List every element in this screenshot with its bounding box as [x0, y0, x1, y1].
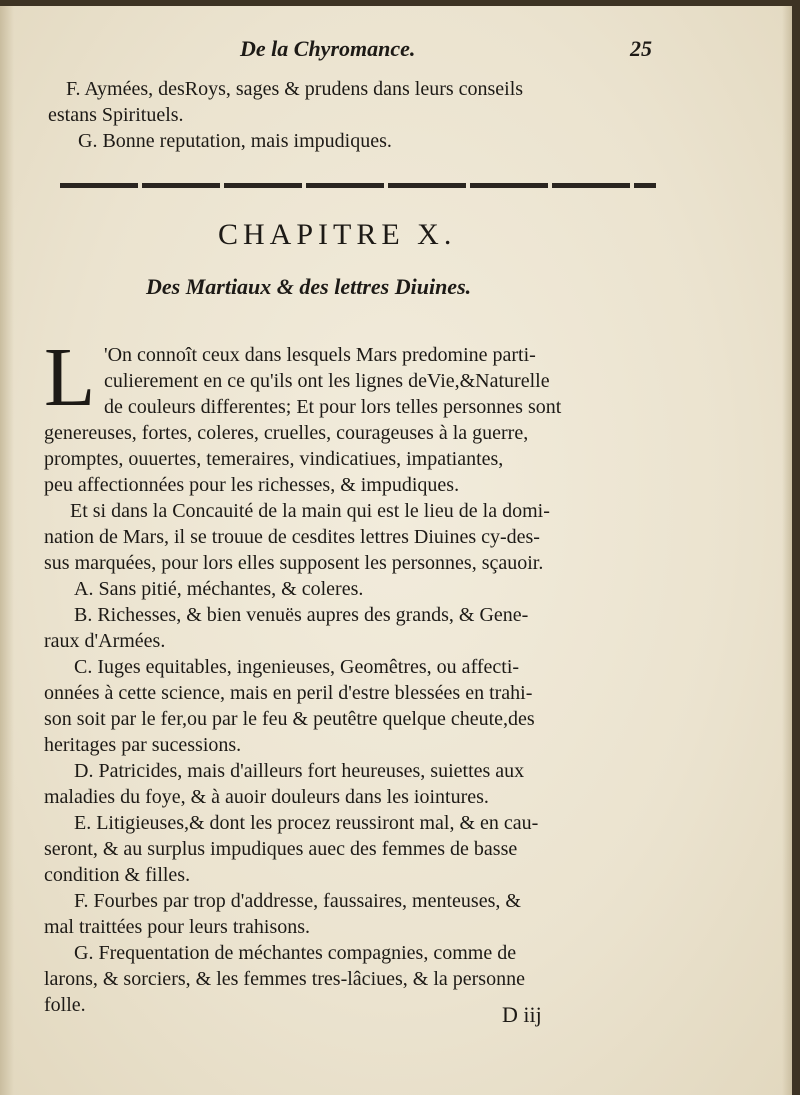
text-line: onnées à cette science, mais en peril d'estre blessées en trahi-: [44, 682, 533, 704]
page-number: 25: [630, 36, 652, 61]
text-line: nation de Mars, il se trouue de cesdites lettres Diuines cy-des-: [44, 526, 540, 548]
signature-mark: D iij: [502, 1002, 542, 1027]
item-b: B. Richesses, & bien venuës aupres des grands, & Gene-: [74, 604, 529, 626]
text-line: de couleurs differentes; Et pour lors telles personnes sont: [104, 396, 562, 418]
text-line: culierement en ce qu'ils ont les lignes deVie,&Naturelle: [104, 370, 550, 392]
text-line: seront, & au surplus impudiques auec des femmes de basse: [44, 838, 518, 860]
chapter-subtitle: Des Martiaux & des lettres Diuines.: [146, 274, 472, 299]
text-line: Et si dans la Concauité de la main qui est le lieu de la domi-: [70, 500, 550, 522]
drop-cap: L: [44, 331, 96, 424]
item-f: F. Fourbes par trop d'addresse, faussaires, menteuses, &: [74, 890, 521, 912]
text-line: genereuses, fortes, coleres, cruelles, courageuses à la guerre,: [44, 422, 529, 444]
text-line: folle.: [44, 994, 86, 1016]
ornamental-rule: [60, 183, 656, 188]
item-e: E. Litigieuses,& dont les procez reussiront mal, & en cau-: [74, 812, 539, 834]
item-c: C. Iuges equitables, ingenieuses, Geomêtres, ou affecti-: [74, 656, 520, 678]
item-g: G. Frequentation de méchantes compagnies, comme de: [74, 942, 517, 964]
item-d: D. Patricides, mais d'ailleurs fort heureuses, suiettes aux: [74, 760, 525, 782]
text-line: son soit par le fer,ou par le feu & peutêtre quelque cheute,des: [44, 708, 535, 730]
top-item-f-continued: estans Spirituels.: [48, 104, 184, 126]
text-line: mal traittées pour leurs trahisons.: [44, 916, 311, 938]
top-item-f: F. Aymées, desRoys, sages & prudens dans leurs conseils: [66, 78, 524, 100]
text-line: condition & filles.: [44, 864, 191, 886]
book-page: [0, 6, 792, 1095]
text-line: sus marquées, pour lors elles supposent les personnes, sçauoir.: [44, 552, 544, 574]
text-line: 'On connoît ceux dans lesquels Mars predomine parti-: [104, 344, 536, 366]
text-line: promptes, ouuertes, temeraires, vindicatiues, impatiantes,: [44, 448, 504, 470]
text-line: peu affectionnées pour les richesses, & impudiques.: [44, 474, 460, 496]
text-line: larons, & sorciers, & les femmes tres-lâciues, & la personne: [44, 968, 525, 990]
item-a: A. Sans pitié, méchantes, & coleres.: [74, 578, 364, 600]
text-line: raux d'Armées.: [44, 630, 166, 652]
text-line: heritages par sucessions.: [44, 734, 242, 756]
top-item-g: G. Bonne reputation, mais impudiques.: [78, 130, 392, 152]
running-title: De la Chyromance.: [240, 36, 416, 61]
chapter-title: CHAPITRE X.: [218, 218, 457, 251]
text-line: maladies du foye, & à auoir douleurs dans les iointures.: [44, 786, 489, 808]
